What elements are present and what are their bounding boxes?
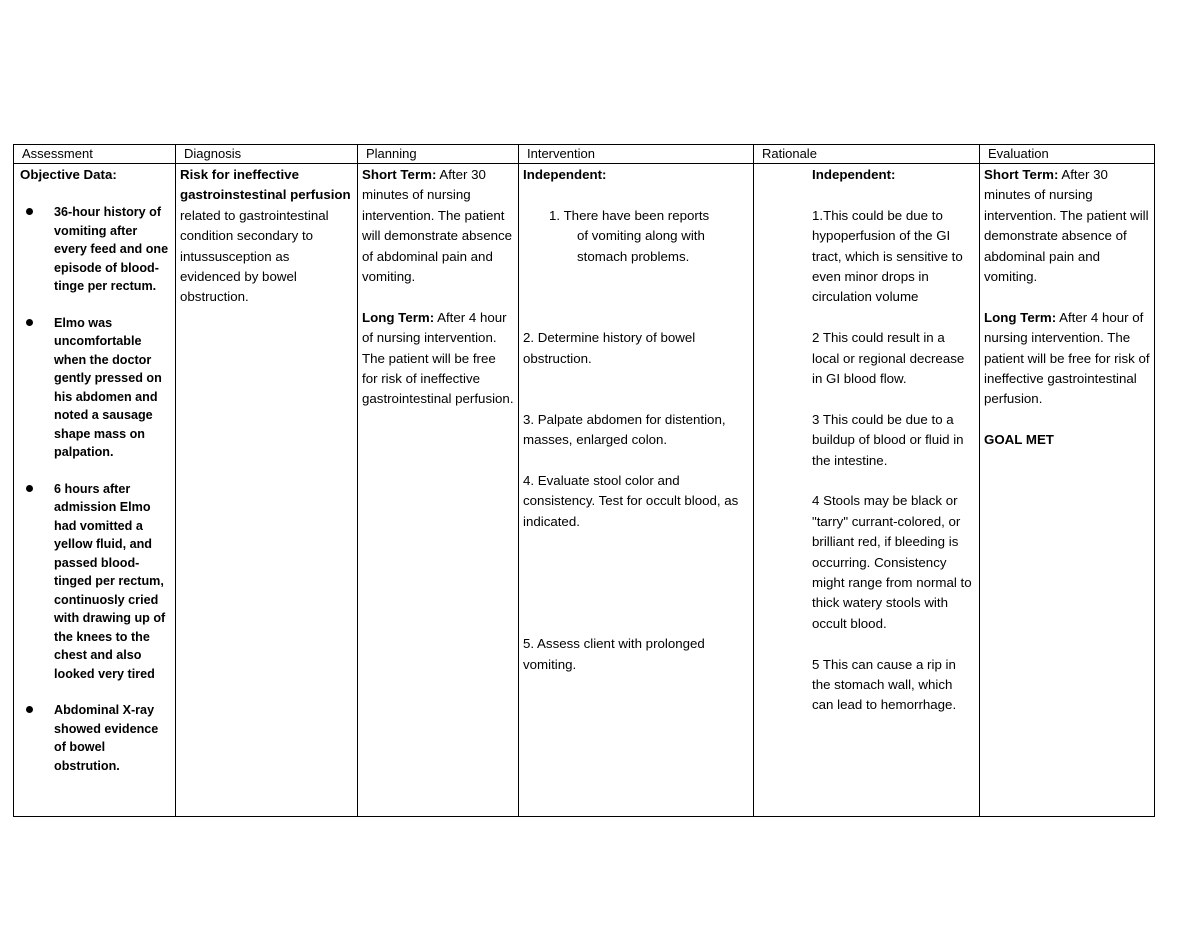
header-row: [14, 145, 1155, 164]
assessment-bullet: 36-hour history of vomiting after every feed and one episode of blood-tinge per rectum.: [20, 203, 171, 296]
rationale-heading: Independent:: [812, 167, 896, 182]
header-planning: Planning: [358, 145, 519, 164]
diagnosis-label: Risk for ineffective gastroinstestinal perfusion: [180, 167, 351, 203]
diagnosis-cell: [176, 164, 358, 817]
bullet-icon: [26, 706, 33, 713]
evaluation-short-term: Short Term: After 30 minutes of nursing intervention. The patient will demonstrate absence of abdominal pain and vomiting.: [984, 167, 1149, 285]
intervention-item-4: 4. Evaluate stool color and consistency. Test for occult blood, as indicated.: [523, 472, 739, 529]
header-diagnosis: Diagnosis: [176, 145, 358, 164]
header-intervention: Intervention: [519, 145, 754, 164]
evaluation-cell: [980, 164, 1155, 817]
content-row: [14, 164, 1155, 817]
assessment-bullet-list: [20, 203, 171, 775]
intervention-item-2: 2. Determine history of bowel obstruction.: [523, 330, 696, 366]
rationale-item-1: 1.This could be due to hypoperfusion of the GI tract, which is sensitive to even minor drops in circulation volume: [812, 207, 963, 305]
intervention-item-3: 3. Palpate abdomen for distention, masses, enlarged colon.: [523, 411, 726, 448]
intervention-cell: Independent: 1. There have been reports of vomiting along with stomach problems. 2. Determine history of bowel obstruction. 3. Palpate abdomen for distention, masses, enlarged colon. 4. Evaluate stool color and consistency. Test for occult blood, as indicated. 5. Assess client with prolonged vomiting.: [519, 164, 754, 817]
planning-short-term: Short Term: After 30 minutes of nursing intervention. The patient will demonstrate absence of abdominal pain and vomiting.: [362, 167, 513, 285]
evaluation-long-term: Long Term: After 4 hour of nursing intervention. The patient will be free for risk of ineffective gastrointestinal perfusion.: [984, 309, 1150, 407]
assessment-bullet: Elmo was uncomfortable when the doctor gently pressed on his abdomen and noted a sausage shape mass on palpation.: [20, 314, 171, 462]
header-assessment: Assessment: [14, 145, 176, 164]
header-rationale: Rationale: [754, 145, 980, 164]
assessment-cell: [14, 164, 176, 817]
intervention-item-1: 1. There have been reports: [549, 207, 710, 223]
rationale-cell: [754, 164, 980, 817]
goal-status: GOAL MET: [984, 432, 1054, 448]
bullet-icon: [26, 208, 33, 215]
rationale-item-2: 2 This could result in a local or regional decrease in GI blood flow.: [812, 330, 965, 387]
bullet-icon: [26, 319, 33, 326]
assessment-bullet: Abdominal X-ray showed evidence of bowel obstrution.: [20, 701, 171, 775]
nursing-care-plan-table: [13, 144, 1155, 817]
planning-cell: [358, 164, 519, 817]
rationale-item-3: 3 This could be due to a buildup of blood or fluid in the intestine.: [812, 411, 964, 468]
assessment-heading: Objective Data:: [20, 167, 117, 182]
intervention-heading: Independent:: [523, 167, 607, 182]
header-evaluation: Evaluation: [980, 145, 1155, 164]
intervention-item-5: 5. Assess client with prolonged vomiting.: [523, 636, 705, 672]
assessment-bullet: 6 hours after admission Elmo had vomitted a yellow fluid, and passed blood-tinged per rectum, continuosly cried with drawing up of the knees to the chest and also looked very tired: [20, 480, 171, 684]
rationale-item-4: 4 Stools may be black or "tarry" currant-colored, or brilliant red, if bleeding is occurring. Consistency might range from normal to thick watery stools with occult blood.: [812, 493, 972, 631]
rationale-item-5: 5 This can cause a rip in the stomach wall, which can lead to hemorrhage.: [812, 656, 957, 713]
diagnosis-text: related to gastrointestinal condition secondary to intussusception as evidenced by bowel obstruction.: [180, 207, 329, 305]
bullet-icon: [26, 485, 33, 492]
planning-long-term: Long Term: After 4 hour of nursing intervention. The patient will be free for risk of ineffective gastrointestinal perfusion.: [362, 309, 514, 407]
